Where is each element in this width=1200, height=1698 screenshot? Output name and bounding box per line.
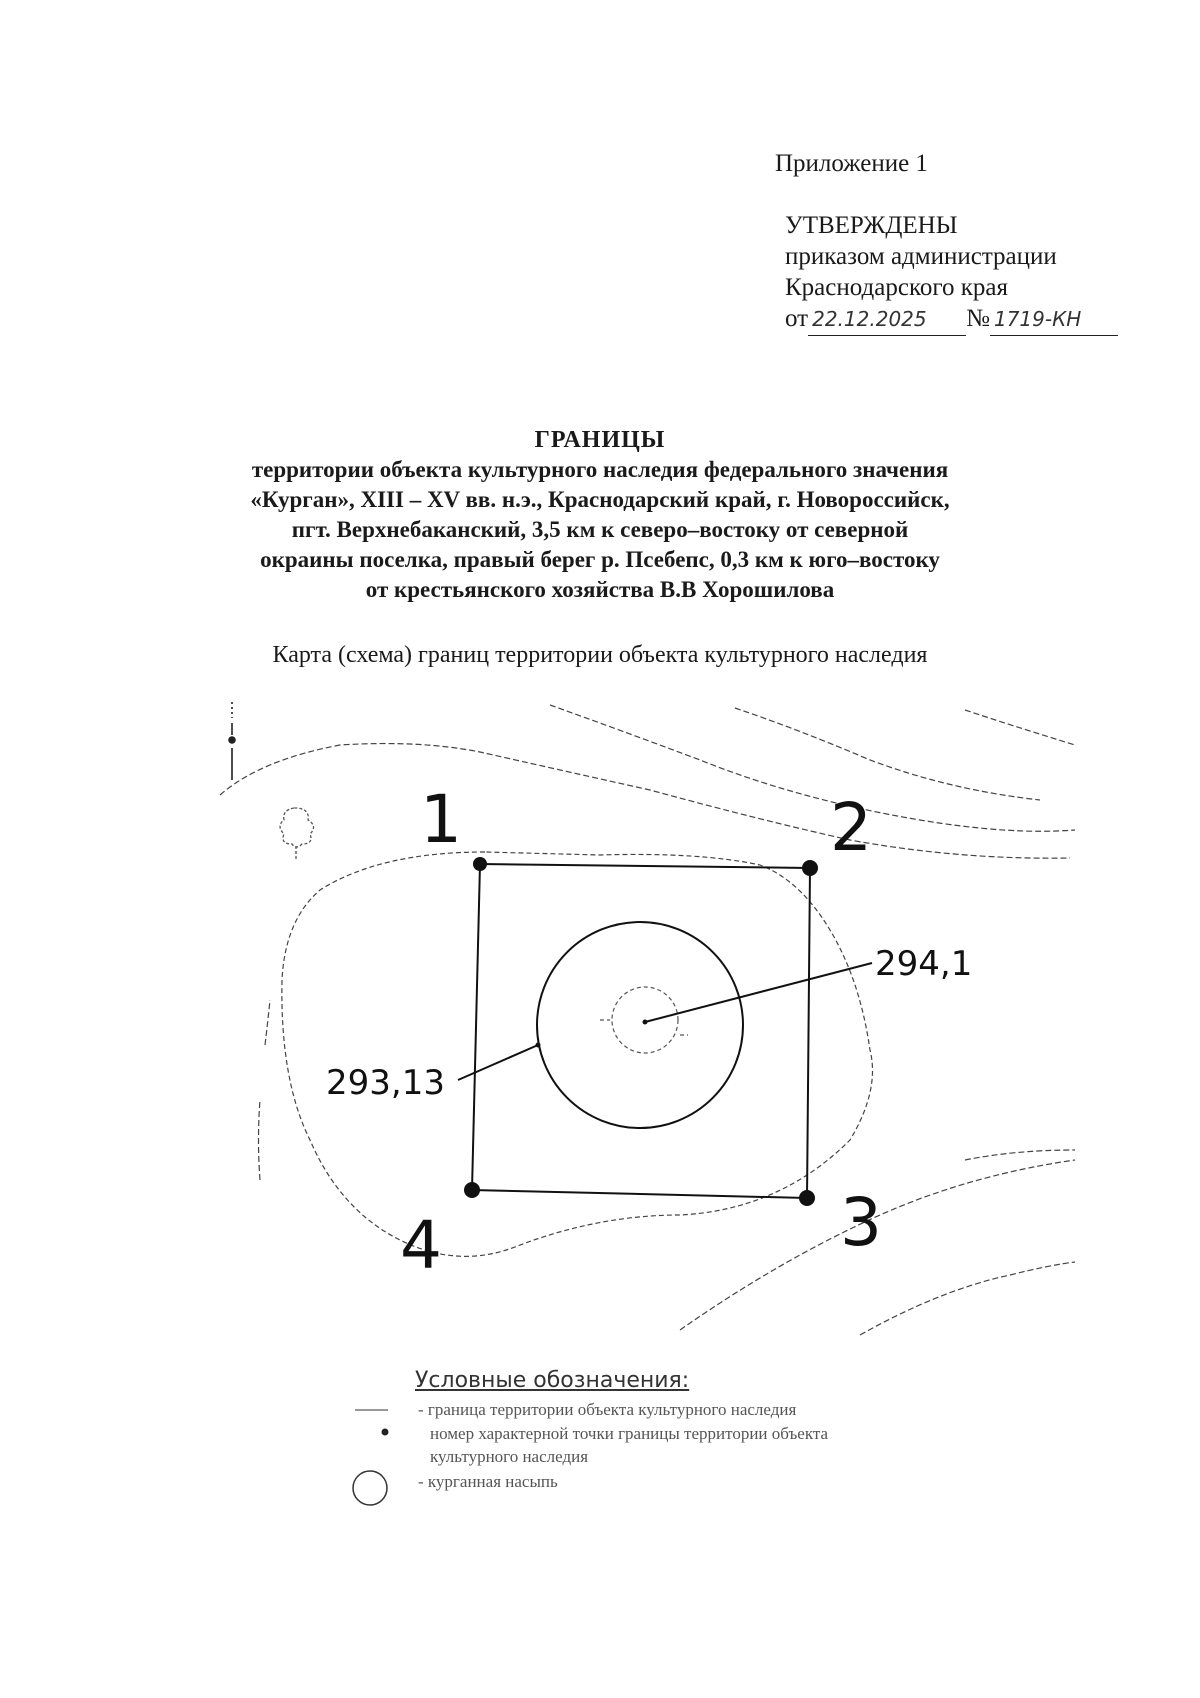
elevation-base: 293,13 — [326, 1063, 445, 1103]
order-date: 22.12.2025 — [808, 304, 966, 336]
title-line-4: окраины поселка, правый берег р. Псебепс, 0,3 км к юго–востоку — [260, 547, 940, 572]
contour-lines — [220, 705, 1075, 1335]
number-sign: № — [966, 305, 990, 332]
tree-icon — [280, 808, 314, 860]
title-main: ГРАНИЦЫ — [534, 427, 666, 453]
legend-mound-icon — [353, 1471, 387, 1505]
boundary-point-4 — [464, 1182, 480, 1198]
point-label-3: 3 — [840, 1184, 882, 1261]
point-label-4: 4 — [400, 1207, 442, 1284]
legend-point-icon — [382, 1429, 389, 1436]
legend-title: Условные обозначения: — [415, 1368, 690, 1393]
outer-contour — [282, 852, 873, 1256]
elevation-top: 294,1 — [875, 944, 973, 984]
from-prefix: от — [785, 305, 809, 332]
leader-base-dot — [536, 1043, 541, 1048]
boundary-point-1 — [473, 857, 487, 871]
title-line-1: территории объекта культурного наследия федерального значения — [251, 457, 949, 482]
north-arrow-icon — [229, 702, 235, 780]
mound-circle — [537, 922, 743, 1128]
legend-item-point: номер характерной точки границы территории объекта — [430, 1424, 829, 1443]
territory-boundary — [472, 864, 810, 1198]
order-line-1: приказом администрации — [785, 243, 1057, 270]
title-line-2: «Курган», XIII – XV вв. н.э., Краснодарский край, г. Новороссийск, — [250, 487, 950, 512]
leader-base — [458, 1045, 538, 1080]
order-number: 1719-КН — [990, 304, 1118, 336]
map-subtitle: Карта (схема) границ территории объекта культурного наследия — [272, 642, 928, 668]
leader-top — [645, 963, 872, 1022]
legend-item-mound: - курганная насыпь — [418, 1472, 558, 1491]
point-label-1: 1 — [420, 781, 462, 858]
approved-heading: УТВЕРЖДЕНЫ — [785, 212, 958, 239]
legend-item-boundary: - граница территории объекта культурного наследия — [418, 1400, 797, 1419]
order-line-2: Краснодарского края — [785, 274, 1008, 301]
boundary-point-2 — [802, 860, 818, 876]
boundary-point-3 — [799, 1190, 815, 1206]
title-line-3: пгт. Верхнебаканский, 3,5 км к северо–востоку от северной — [291, 517, 909, 542]
appendix-label: Приложение 1 — [775, 150, 928, 177]
legend-item-point-cont: культурного наследия — [430, 1447, 589, 1466]
title-line-5: от крестьянского хозяйства В.В Хорошилова — [365, 577, 835, 602]
point-label-2: 2 — [830, 789, 872, 866]
